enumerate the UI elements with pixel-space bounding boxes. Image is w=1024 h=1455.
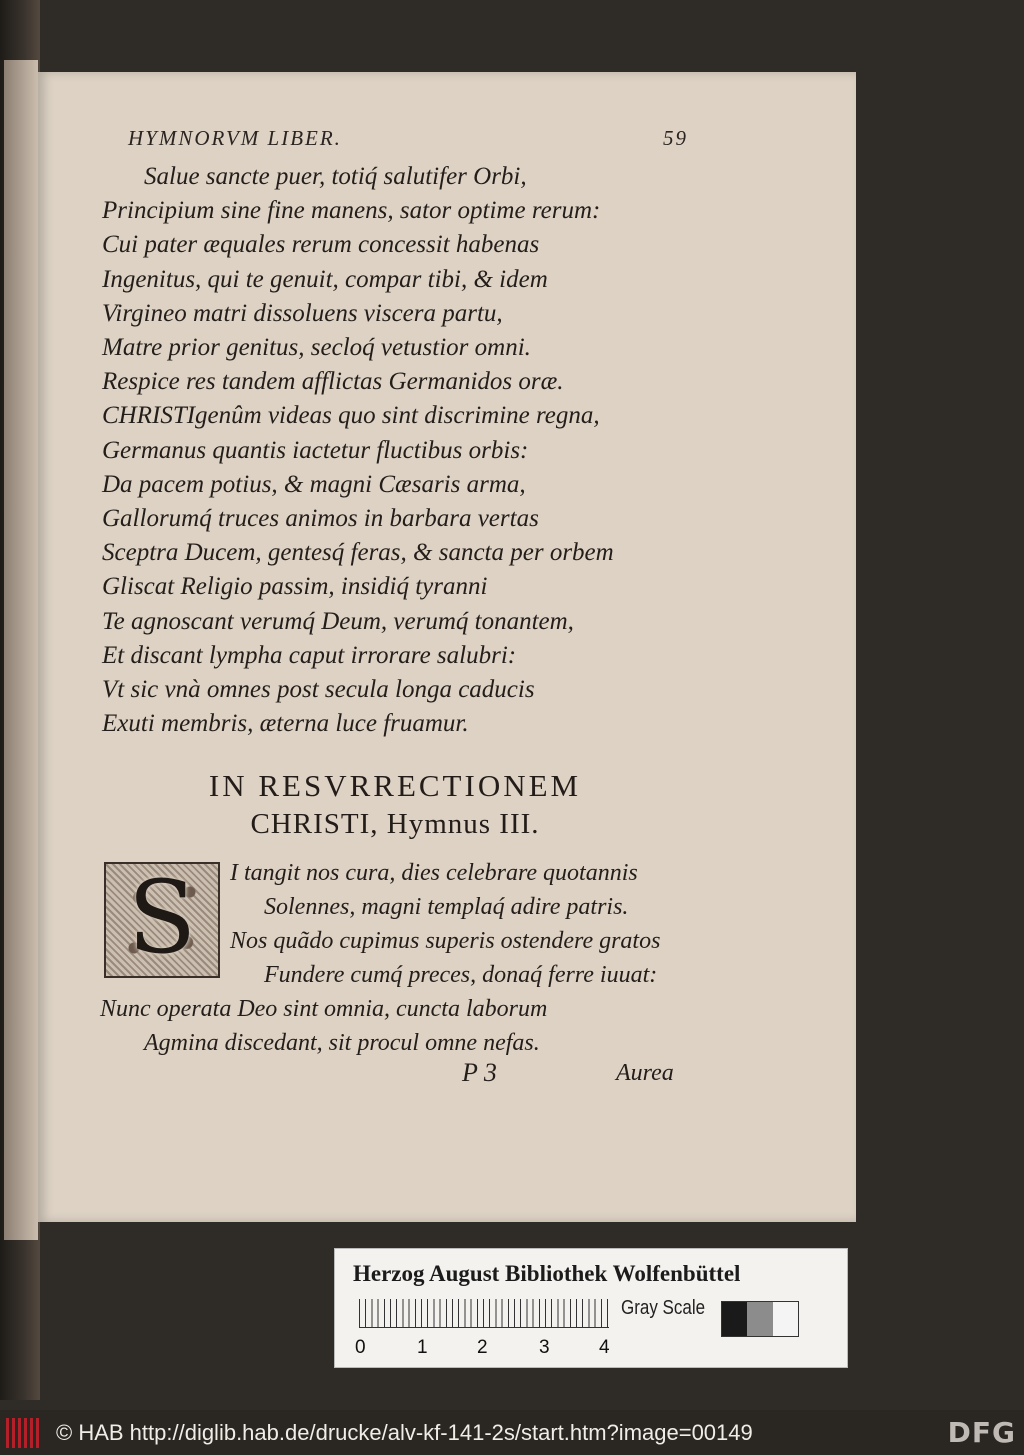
verse-line: Da pacem potius, & magni Cæsaris arma, <box>102 470 526 498</box>
ruler-ticks <box>359 1299 609 1328</box>
gray-swatch-light <box>773 1302 798 1336</box>
verse-line: Virgineo matri dissoluens viscera partu, <box>102 299 503 327</box>
verse-line: Vt sic vnà omnes post secula longa caducis <box>102 676 535 704</box>
footer-bar <box>0 1410 1024 1455</box>
verse-line: Solennes, magni templaq́ adire patris. <box>264 894 629 920</box>
verse-line: Salue sancte puer, totiq́ salutifer Orbi, <box>144 163 527 190</box>
gray-swatch-mid <box>747 1302 772 1336</box>
verse-line: Exuti membris, æterna luce fruamur. <box>102 710 469 738</box>
hymn-subheading: CHRISTI, Hymnus III. <box>250 808 540 840</box>
dfg-logo: DFG <box>947 1416 1016 1449</box>
hab-logo-icon <box>6 1418 42 1448</box>
verse-line: Et discant lympha caput irrorare salubri: <box>102 641 517 669</box>
ruler-number: 1 <box>417 1337 428 1358</box>
ruler-number: 4 <box>599 1337 610 1358</box>
ruler-number: 0 <box>355 1337 366 1358</box>
copyright-link[interactable]: © HAB http://diglib.hab.de/drucke/alv-kf-141-2s/start.htm?image=00149 <box>56 1420 753 1445</box>
gray-scale-label: Gray Scale <box>621 1297 706 1319</box>
verse-line: Te agnoscant verumq́ Deum, verumq́ tonantem, <box>102 607 574 635</box>
gray-swatch-dark <box>722 1302 747 1336</box>
verse-line: Cui pater æquales rerum concessit habenas <box>102 231 540 259</box>
verse-line: Germanus quantis iactetur fluctibus orbis: <box>102 436 529 464</box>
signature-mark: P 3 <box>462 1058 497 1087</box>
color-calibration-card <box>334 1248 848 1368</box>
ruler-numbers <box>355 1337 635 1361</box>
ruler-number: 3 <box>539 1337 550 1358</box>
verse-line: Respice res tandem afflictas Germanidos oræ. <box>102 368 564 396</box>
catchword: Aurea <box>616 1060 674 1086</box>
verse-line: Nunc operata Deo sint omnia, cuncta laborum <box>100 996 548 1022</box>
initial-letter: S <box>127 859 197 976</box>
verse-line: Nos quãdo cupimus superis ostendere gratos <box>230 928 661 954</box>
folio-number: 59 <box>663 126 688 150</box>
verse-line: Matre prior genitus, secloq́ vetustior omni. <box>102 334 531 362</box>
running-title: HYMNORVM LIBER. <box>128 126 342 150</box>
ruler-number: 2 <box>477 1337 488 1358</box>
poem-first-section <box>102 160 722 741</box>
gray-scale-swatches <box>721 1301 799 1337</box>
page-header <box>128 126 688 160</box>
library-name: Herzog August Bibliothek Wolfenbüttel <box>353 1261 741 1286</box>
verse-line: CHRISTIgenûm videas quo sint discrimine regna, <box>102 402 600 430</box>
verse-line: Gliscat Religio passim, insidiq́ tyranni <box>102 573 488 601</box>
verse-line: Gallorumq́ truces animos in barbara vertas <box>102 505 539 533</box>
hymn-heading: IN RESVRRECTIONEM <box>208 768 582 803</box>
verse-line: Sceptra Ducem, gentesq́ feras, & sancta per orbem <box>102 539 614 567</box>
verse-line: Principium sine fine manens, sator optime rerum: <box>102 197 601 225</box>
verse-line: Ingenitus, qui te genuit, compar tibi, & idem <box>102 265 548 293</box>
verse-line: I tangit nos cura, dies celebrare quotannis <box>230 860 638 886</box>
verse-line: Fundere cumq́ preces, donaq́ ferre iuuat: <box>264 962 658 988</box>
poem-second-section <box>100 856 740 1060</box>
previous-page-edge <box>4 60 38 1240</box>
verse-line: Agmina discedant, sit procul omne nefas. <box>144 1030 540 1056</box>
